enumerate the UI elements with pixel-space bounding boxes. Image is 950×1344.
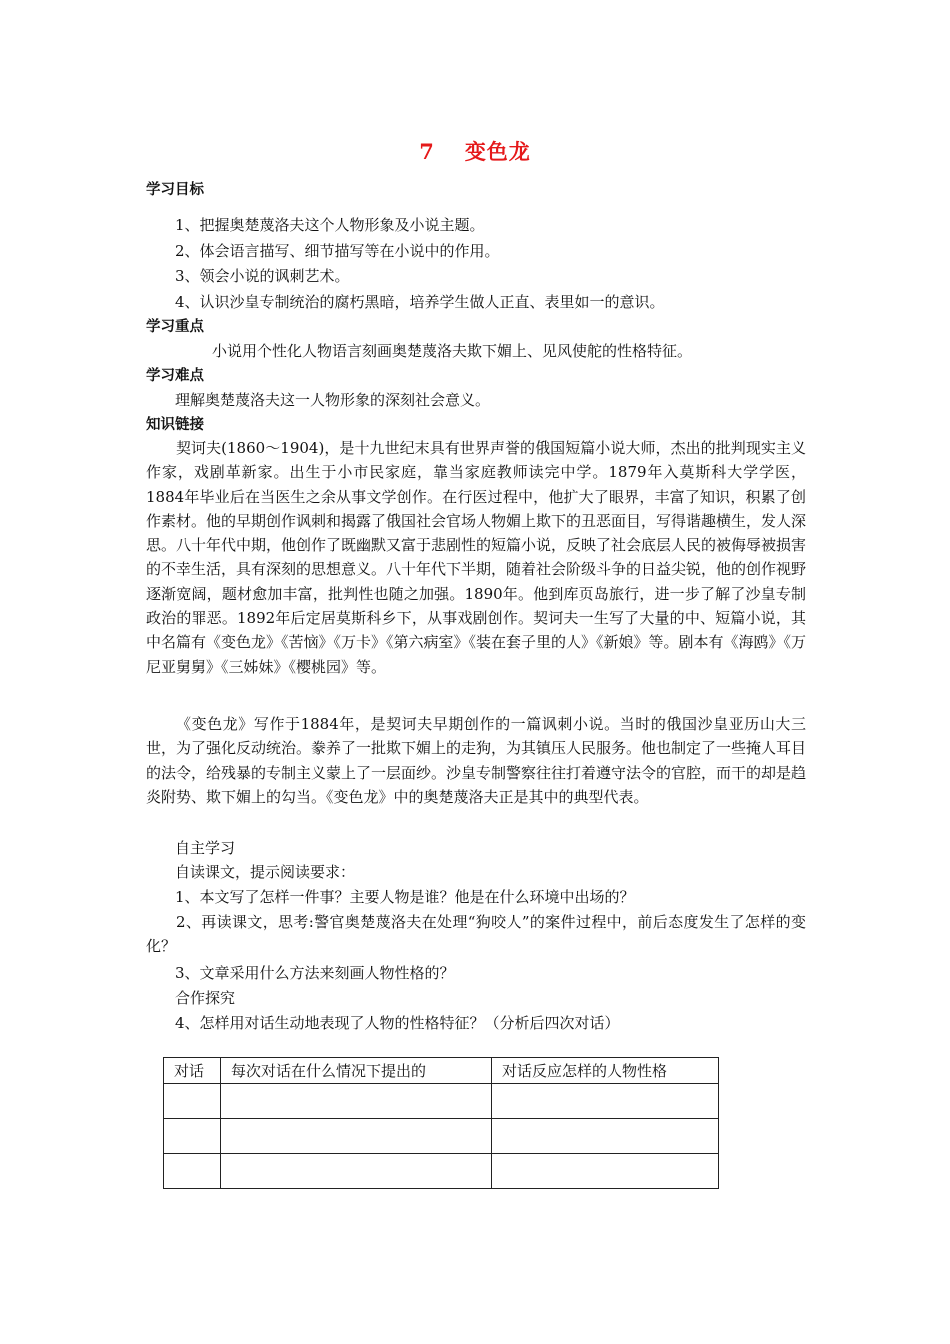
table-row [164, 1084, 719, 1119]
question-4: 4、怎样用对话生动地表现了人物的性格特征？（分析后四次对话） [175, 1014, 620, 1032]
dialogue-analysis-table [163, 1057, 719, 1189]
self-study-intro: 自读课文，提示阅读要求： [175, 863, 356, 881]
header-character: 对话反应怎样的人物性格 [492, 1058, 719, 1084]
table-cell [492, 1084, 719, 1119]
table-cell [221, 1084, 492, 1119]
table-cell [492, 1154, 719, 1189]
lesson-number: 7 [419, 139, 435, 164]
table-cell [492, 1119, 719, 1154]
table-cell [221, 1119, 492, 1154]
objective-item-1: 1、把握奥楚蔑洛夫这个人物形象及小说主题。 [175, 216, 485, 234]
question-3: 3、文章采用什么方法来刻画人物性格的？ [175, 964, 455, 982]
table-row [164, 1119, 719, 1154]
objective-item-3: 3、领会小说的讽刺艺术。 [175, 267, 350, 285]
table-cell [164, 1154, 221, 1189]
difficulties-heading: 学习难点 [146, 368, 204, 384]
table-cell [164, 1084, 221, 1119]
difficulties-text: 理解奥楚蔑洛夫这一人物形象的深刻社会意义。 [175, 391, 491, 409]
question-1: 1、本文写了怎样一件事？主要人物是谁？他是在什么环境中出场的？ [175, 888, 635, 906]
cooperation-label: 合作探究 [175, 989, 236, 1007]
header-dialogue: 对话 [164, 1058, 221, 1084]
table-row [164, 1154, 719, 1189]
table-header-row [164, 1058, 719, 1084]
header-situation: 每次对话在什么情况下提出的 [221, 1058, 492, 1084]
table-cell [164, 1119, 221, 1154]
knowledge-paragraph-2: 《变色龙》写作于1884年，是契诃夫早期创作的一篇讽刺小说。当时的俄国沙皇亚历山大三世，为了强化反动统治。豢养了一批欺下媚上的走狗，为其镇压人民服务。他也制定了一些掩人耳目的法令，给残暴的专制主义蒙上了一层面纱。沙皇专制警察往往打着遵守法令的官腔，而干的却是趋炎附势、欺下媚上的勾当。《变色龙》中的奥楚蔑洛夫正是其中的典型代表。 [146, 715, 807, 806]
key-points-text: 小说用个性化人物语言刻画奥楚蔑洛夫欺下媚上、见风使舵的性格特征。 [212, 342, 693, 360]
self-study-label: 自主学习 [175, 839, 236, 857]
objectives-heading: 学习目标 [146, 182, 204, 198]
table-cell [221, 1154, 492, 1189]
objective-item-4: 4、认识沙皇专制统治的腐朽黑暗，培养学生做人正直、表里如一的意识。 [175, 293, 665, 311]
key-points-heading: 学习重点 [146, 319, 204, 335]
lesson-title: 变色龙 [464, 139, 531, 164]
question-2: 2、再读课文，思考:警官奥楚蔑洛夫在处理“狗咬人”的案件过程中，前后态度发生了怎样的变化？ [146, 913, 806, 956]
knowledge-paragraph-1: 契诃夫(1860～1904)，是十九世纪末具有世界声誉的俄国短篇小说大师，杰出的批判现实主义作家，戏剧革新家。出生于小市民家庭，靠当家庭教师读完中学。1879年入莫斯科大学学医，1884年毕业后在当医生之余从事文学创作。在行医过程中，他扩大了眼界，丰富了知识，积累了创作素材。他的早期创作讽刺和揭露了俄国社会官场人物媚上欺下的丑恶面目，写得谐趣横生，发人深思。八十年代中期，他创作了既幽默又富于悲剧性的短篇小说，反映了社会底层人民的被侮辱被损害的不幸生活，具有深刻的思想意义。八十年代下半期，随着社会阶级斗争的日益尖锐，他的创作视野逐渐宽阔，题材愈加丰富，批判性也随之加强。1890年。他到库页岛旅行，进一步了解了沙皇专制政治的罪恶。1892年后定居莫斯科乡下，从事戏剧创作。契诃夫一生写了大量的中、短篇小说，其中名篇有《变色龙》《苦恼》《万卡》《第六病室》《装在套子里的人》《新娘》等。剧本有《海鸥》《万尼亚舅舅》《三姊妹》《樱桃园》等。 [146, 439, 807, 676]
knowledge-heading: 知识链接 [146, 417, 204, 433]
objective-item-2: 2、体会语言描写、细节描写等在小说中的作用。 [175, 242, 500, 260]
page-title [0, 136, 950, 166]
